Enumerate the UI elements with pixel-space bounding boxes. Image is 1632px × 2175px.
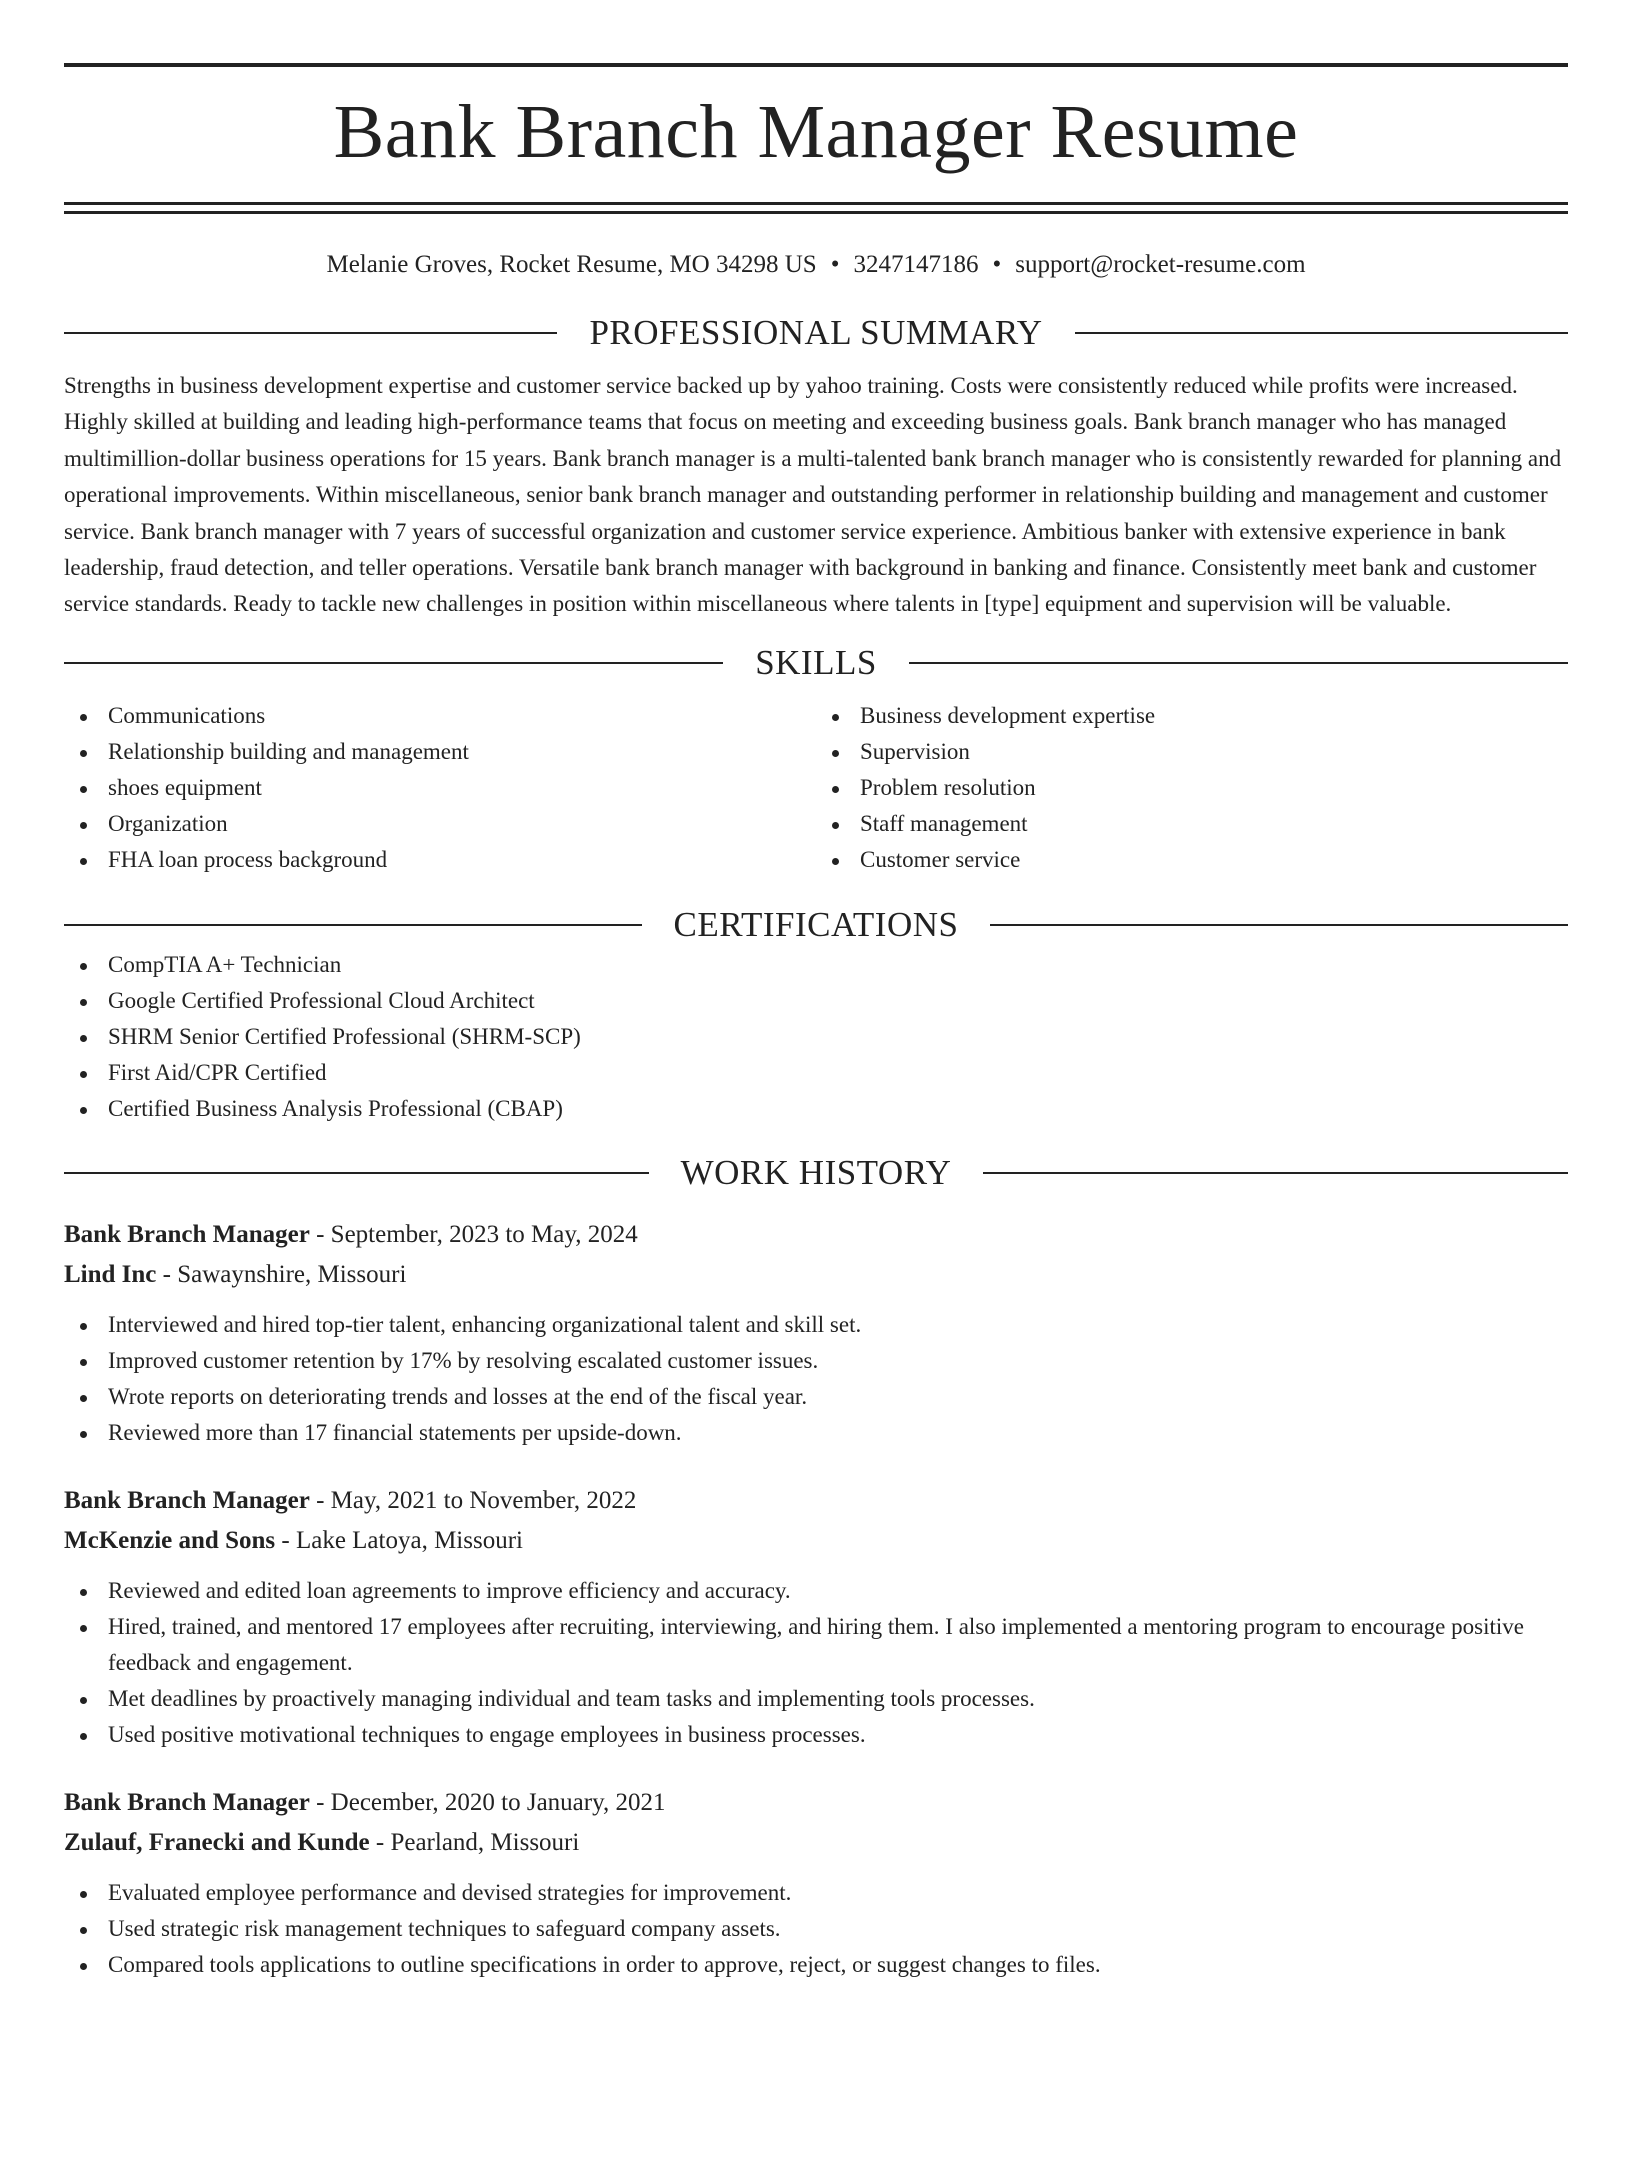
section-rule bbox=[983, 1172, 1568, 1174]
job-duties-list bbox=[64, 1307, 1568, 1451]
skill-item: Relationship building and management bbox=[64, 734, 816, 770]
job-duties-list bbox=[64, 1573, 1568, 1753]
top-rule bbox=[64, 63, 1568, 67]
section-title-summary: PROFESSIONAL SUMMARY bbox=[589, 313, 1043, 352]
skill-item: Organization bbox=[64, 806, 816, 842]
section-header-summary bbox=[64, 311, 1568, 355]
job-duty-item: Reviewed more than 17 financial statements per upside-down. bbox=[64, 1415, 1568, 1451]
job-dates: - December, 2020 to January, 2021 bbox=[309, 1788, 666, 1816]
summary-text: Strengths in business development expertise and customer service backed up by yahoo training. Costs were consistently reduced while profits were increased. Highly skilled at building and leading high-performance teams that focus on meeting and exceeding business goals. Bank branch manager who has managed multimillion-dollar business operations for 15 years. Bank branch manager is a multi-talented bank branch manager who is consistently rewarded for planning and operational improvements. Within miscellaneous, senior bank branch manager and outstanding performer in relationship building and management and customer service. Bank branch manager with 7 years of successful organization and customer service experience. Ambitious banker with extensive experience in bank leadership, fraud detection, and teller operations. Versatile bank branch manager with background in banking and finance. Consistently meet bank and customer service standards. Ready to tackle new challenges in position within miscellaneous where talents in [type] equipment and supervision will be valuable. bbox=[64, 373, 1562, 617]
section-header-certifications bbox=[64, 903, 1568, 947]
job-location: - Sawaynshire, Missouri bbox=[156, 1260, 407, 1288]
job-duty-item: Compared tools applications to outline specifications in order to approve, reject, or suggest changes to files. bbox=[64, 1947, 1568, 1983]
job-entry bbox=[64, 1481, 1568, 1753]
job-duty-item: Hired, trained, and mentored 17 employees after recruiting, interviewing, and hiring them. I also implemented a mentoring program to encourage positive feedback and engagement. bbox=[64, 1609, 1568, 1681]
job-duty-item: Evaluated employee performance and devised strategies for improvement. bbox=[64, 1875, 1568, 1911]
job-title: Bank Branch Manager bbox=[64, 1220, 310, 1248]
job-duty-item: Met deadlines by proactively managing individual and team tasks and implementing tools processes. bbox=[64, 1681, 1568, 1717]
job-company-line bbox=[64, 1823, 1568, 1863]
certifications-list bbox=[64, 947, 1568, 1127]
job-duty-item: Wrote reports on deteriorating trends and losses at the end of the fiscal year. bbox=[64, 1379, 1568, 1415]
job-entry bbox=[64, 1215, 1568, 1451]
job-duty-item: Interviewed and hired top-tier talent, enhancing organizational talent and skill set. bbox=[64, 1307, 1568, 1343]
job-company: Lind Inc bbox=[64, 1260, 157, 1288]
job-duties-list bbox=[64, 1875, 1568, 1983]
job-company: Zulauf, Franecki and Kunde bbox=[64, 1828, 370, 1856]
section-rule bbox=[909, 662, 1568, 664]
skill-item: Customer service bbox=[816, 842, 1568, 878]
section-header-skills bbox=[64, 641, 1568, 685]
skill-item: Business development expertise bbox=[816, 698, 1568, 734]
resume-page bbox=[0, 63, 1632, 2175]
section-title-skills: SKILLS bbox=[755, 642, 877, 682]
job-duty-item: Reviewed and edited loan agreements to improve efficiency and accuracy. bbox=[64, 1573, 1568, 1609]
skills-list-right bbox=[816, 698, 1568, 878]
job-company: McKenzie and Sons bbox=[64, 1526, 276, 1554]
skill-item: shoes equipment bbox=[64, 770, 816, 806]
job-dates: - September, 2023 to May, 2024 bbox=[309, 1220, 638, 1248]
job-company-line bbox=[64, 1521, 1568, 1561]
job-entry bbox=[64, 1783, 1568, 1983]
job-title-line bbox=[64, 1215, 1568, 1255]
certification-item: CompTIA A+ Technician bbox=[64, 947, 1568, 983]
job-duty-item: Used positive motivational techniques to engage employees in business processes. bbox=[64, 1717, 1568, 1753]
job-title-line bbox=[64, 1783, 1568, 1823]
job-location: - Lake Latoya, Missouri bbox=[275, 1526, 523, 1554]
section-title-work-history: WORK HISTORY bbox=[680, 1152, 952, 1192]
contact-separator: • bbox=[830, 251, 840, 278]
contact-address: Melanie Groves, Rocket Resume, MO 34298 US bbox=[326, 251, 817, 278]
job-duty-item: Improved customer retention by 17% by resolving escalated customer issues. bbox=[64, 1343, 1568, 1379]
contact-separator: • bbox=[992, 251, 1002, 278]
skills-list-left bbox=[64, 698, 816, 878]
skills-columns bbox=[64, 698, 1568, 878]
title-double-rule bbox=[64, 202, 1568, 214]
certification-item: SHRM Senior Certified Professional (SHRM-SCP) bbox=[64, 1019, 1568, 1055]
job-title-line bbox=[64, 1481, 1568, 1521]
contact-line bbox=[64, 249, 1568, 281]
section-title-certifications: CERTIFICATIONS bbox=[673, 904, 959, 944]
skill-item: FHA loan process background bbox=[64, 842, 816, 878]
page-title: Bank Branch Manager Resume bbox=[333, 90, 1299, 174]
certification-item: Certified Business Analysis Professional (CBAP) bbox=[64, 1091, 1568, 1127]
section-rule bbox=[64, 332, 557, 334]
contact-phone: 3247147186 bbox=[853, 251, 979, 278]
job-title: Bank Branch Manager bbox=[64, 1788, 310, 1816]
skill-item: Supervision bbox=[816, 734, 1568, 770]
certification-item: Google Certified Professional Cloud Architect bbox=[64, 983, 1568, 1019]
skill-item: Staff management bbox=[816, 806, 1568, 842]
contact-email: support@rocket-resume.com bbox=[1015, 251, 1306, 278]
section-rule bbox=[64, 924, 642, 926]
job-company-line bbox=[64, 1255, 1568, 1295]
section-header-work-history bbox=[64, 1151, 1568, 1195]
job-dates: - May, 2021 to November, 2022 bbox=[309, 1486, 637, 1514]
skill-item: Communications bbox=[64, 698, 816, 734]
section-rule bbox=[1075, 332, 1568, 334]
section-rule bbox=[64, 662, 723, 664]
job-location: - Pearland, Missouri bbox=[369, 1828, 580, 1856]
certification-item: First Aid/CPR Certified bbox=[64, 1055, 1568, 1091]
job-title: Bank Branch Manager bbox=[64, 1486, 310, 1514]
job-duty-item: Used strategic risk management techniques to safeguard company assets. bbox=[64, 1911, 1568, 1947]
section-rule bbox=[990, 924, 1568, 926]
skill-item: Problem resolution bbox=[816, 770, 1568, 806]
section-rule bbox=[64, 1172, 649, 1174]
